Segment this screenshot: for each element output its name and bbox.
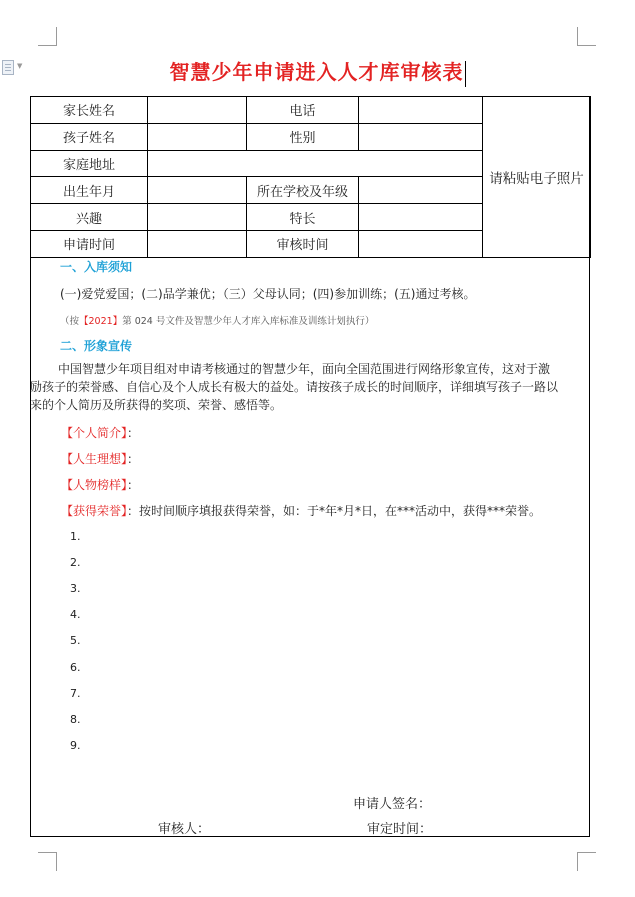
honors-field[interactable] (61, 502, 541, 519)
review-time-field[interactable] (359, 230, 483, 257)
label-apply-time: 申请时间 (31, 230, 148, 257)
label-school-grade: 所在学校及年级 (247, 177, 359, 204)
crop-mark-top-right (577, 27, 596, 46)
reviewer-label[interactable]: 审核人： (158, 822, 211, 837)
section-heading-promotion: 二、形象宣传 (60, 339, 133, 353)
list-item[interactable]: 1. (70, 530, 81, 543)
list-item[interactable]: 9. (70, 739, 81, 752)
apply-time-field[interactable] (148, 230, 247, 257)
role-model-label: 【人物榜样】 (61, 478, 128, 492)
photo-cell[interactable]: 请粘贴电子照片 (483, 97, 591, 258)
crop-mark-bottom-right (577, 852, 596, 871)
promotion-paragraph: 中国智慧少年项目组对申请考核通过的智慧少年，面向全国范围进行网络形象宣传，这对于激励孩子的荣誉感、自信心及个人成长有极大的益处。请按孩子成长的时间顺序，详细填写孩子一路以来的个人简历及所获得的奖项、荣誉、感悟等。 (30, 362, 559, 412)
label-gender: 性别 (247, 123, 359, 150)
crop-mark-bottom-left (38, 852, 57, 871)
birth-date-field[interactable] (148, 177, 247, 204)
ideal-label: 【人生理想】 (61, 452, 128, 466)
crop-mark-top-left (38, 27, 57, 46)
specialty-field[interactable] (359, 204, 483, 231)
list-item[interactable]: 2. (70, 556, 81, 569)
chevron-down-icon[interactable]: ▼ (17, 62, 23, 70)
section-heading-admission: 一、入库须知 (60, 260, 133, 274)
label-birth-date: 出生年月 (31, 177, 148, 204)
label-specialty: 特长 (247, 204, 359, 231)
gender-field[interactable] (359, 123, 483, 150)
admission-conditions: (一)爱党爱国；(二)品学兼优；（三）父母认同；(四)参加训练；(五)通过考核。 (60, 287, 476, 301)
profile-field[interactable] (61, 424, 139, 441)
admission-note (60, 313, 374, 327)
list-item[interactable]: 3. (70, 582, 81, 595)
title-text[interactable]: 智慧少年申请进入人才库审核表 (169, 60, 464, 84)
honors-label: 【获得荣誉】 (61, 504, 128, 518)
list-item[interactable]: 6. (70, 661, 81, 674)
label-review-time: 审核时间 (247, 230, 359, 257)
label-address: 家庭地址 (31, 150, 148, 177)
note-doc-year: 【2021】 (79, 316, 123, 327)
note-suffix: 第 024 号文件及智慧少年人才库入库标准及训练计划执行） (122, 316, 375, 327)
interest-field[interactable] (148, 204, 247, 231)
school-grade-field[interactable] (359, 177, 483, 204)
profile-label: 【个人简介】 (61, 426, 128, 440)
label-child-name: 孩子姓名 (31, 123, 148, 150)
role-model-colon: ： (127, 478, 140, 492)
child-name-field[interactable] (148, 123, 247, 150)
label-interest: 兴趣 (31, 204, 148, 231)
label-phone: 电话 (247, 97, 359, 124)
ideal-field[interactable] (61, 450, 139, 467)
applicant-signature-label[interactable]: 申请人签名： (353, 797, 432, 812)
role-model-field[interactable] (61, 476, 139, 493)
list-item[interactable]: 8. (70, 713, 81, 726)
ideal-colon: ： (127, 452, 140, 466)
phone-field[interactable] (359, 97, 483, 124)
parent-name-field[interactable] (148, 97, 247, 124)
address-field[interactable] (148, 150, 483, 177)
review-date-label[interactable]: 审定时间： (367, 822, 433, 837)
table-row (31, 97, 591, 124)
list-item[interactable]: 4. (70, 608, 81, 621)
note-prefix: （按 (60, 316, 80, 327)
text-cursor (465, 61, 466, 87)
list-item[interactable]: 7. (70, 687, 81, 700)
list-item[interactable]: 5. (70, 634, 81, 647)
info-table (30, 96, 591, 258)
label-parent-name: 家长姓名 (31, 97, 148, 124)
profile-colon: ： (127, 426, 140, 440)
honors-description: ：按时间顺序填报获得荣誉，如：于*年*月*日，在***活动中，获得***荣誉。 (127, 504, 542, 518)
page-title[interactable] (0, 56, 635, 87)
